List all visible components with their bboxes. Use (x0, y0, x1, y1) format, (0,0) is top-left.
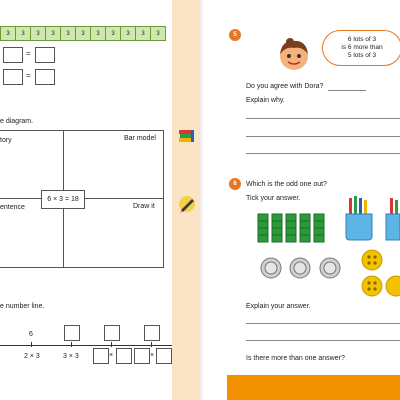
speech-line: 6 lots of 3 (347, 36, 377, 43)
coins-group[interactable] (260, 256, 344, 280)
strip-cell: 3 (105, 26, 121, 41)
factor-box[interactable] (156, 348, 172, 364)
numberline-answer-box[interactable] (144, 325, 160, 341)
draw-it-label: Draw it (133, 203, 155, 210)
footer-bar (227, 375, 400, 400)
strip-cell: 3 (30, 26, 46, 41)
numberline-label: 3 × 3 (63, 353, 79, 360)
speech-line: is 6 more than (341, 44, 383, 51)
answer-line[interactable] (246, 136, 400, 137)
numberline-value: 6 (29, 331, 33, 338)
diagram-instruction: e diagram. (0, 118, 34, 125)
pencil-icon (177, 195, 197, 213)
answer-line[interactable] (246, 323, 400, 324)
speech-line: 5 lots of 3 (347, 52, 377, 59)
answer-line[interactable] (328, 90, 366, 91)
bar-model-label: Bar model (124, 135, 156, 142)
numberline-tick (151, 342, 152, 347)
speech-bubble (322, 30, 400, 66)
answer-line[interactable] (246, 340, 400, 341)
center-equation: 6 × 3 = 18 (41, 190, 85, 209)
sentence-label: entence (0, 204, 25, 211)
q6-explain: Explain your answer. (246, 303, 311, 310)
answer-box[interactable] (3, 47, 23, 63)
story-label: tory (0, 137, 12, 144)
factor-box[interactable] (93, 348, 109, 364)
numberline-answer-box[interactable] (64, 325, 80, 341)
strip-cell: 3 (90, 26, 106, 41)
equals-sign: = (26, 49, 31, 58)
numberline-tick (31, 342, 32, 347)
dora-character-icon (276, 36, 312, 72)
cubes-group[interactable] (256, 210, 328, 244)
answer-line[interactable] (246, 118, 400, 119)
books-icon (178, 128, 196, 144)
answer-box[interactable] (3, 69, 23, 85)
q5-explain: Explain why. (246, 97, 285, 104)
answer-box[interactable] (35, 69, 55, 85)
number-strip (0, 26, 165, 41)
pencil-pots-icon[interactable] (344, 196, 400, 242)
q6-more: Is there more than one answer? (246, 355, 345, 362)
q5-question: Do you agree with Dora? (246, 83, 324, 90)
numberline-tick (71, 342, 72, 347)
times-sign: × (150, 352, 155, 359)
numberline-label: 2 × 3 (24, 353, 40, 360)
number-line (0, 345, 172, 346)
answer-box[interactable] (35, 47, 55, 63)
numberline-instruction: e number line. (0, 303, 45, 310)
strip-cell: 3 (0, 26, 16, 41)
answer-line[interactable] (246, 153, 400, 154)
numberline-answer-box[interactable] (104, 325, 120, 341)
strip-cell: 3 (45, 26, 61, 41)
buttons-group[interactable] (360, 248, 400, 300)
q6-question: Which is the odd one out? (246, 181, 327, 188)
q6-tick: Tick your answer. (246, 195, 301, 202)
strip-cell: 3 (60, 26, 76, 41)
book-gutter (200, 0, 204, 400)
question-number: 5 (229, 29, 241, 41)
strip-cell: 3 (15, 26, 31, 41)
times-sign: × (109, 352, 114, 359)
question-number: 6 (229, 178, 241, 190)
equals-sign: = (26, 71, 31, 80)
strip-cell: 3 (120, 26, 136, 41)
strip-cell: 3 (135, 26, 151, 41)
strip-cell: 3 (75, 26, 91, 41)
factor-box[interactable] (116, 348, 132, 364)
numberline-tick (111, 342, 112, 347)
strip-cell: 3 (150, 26, 166, 41)
factor-box[interactable] (134, 348, 150, 364)
